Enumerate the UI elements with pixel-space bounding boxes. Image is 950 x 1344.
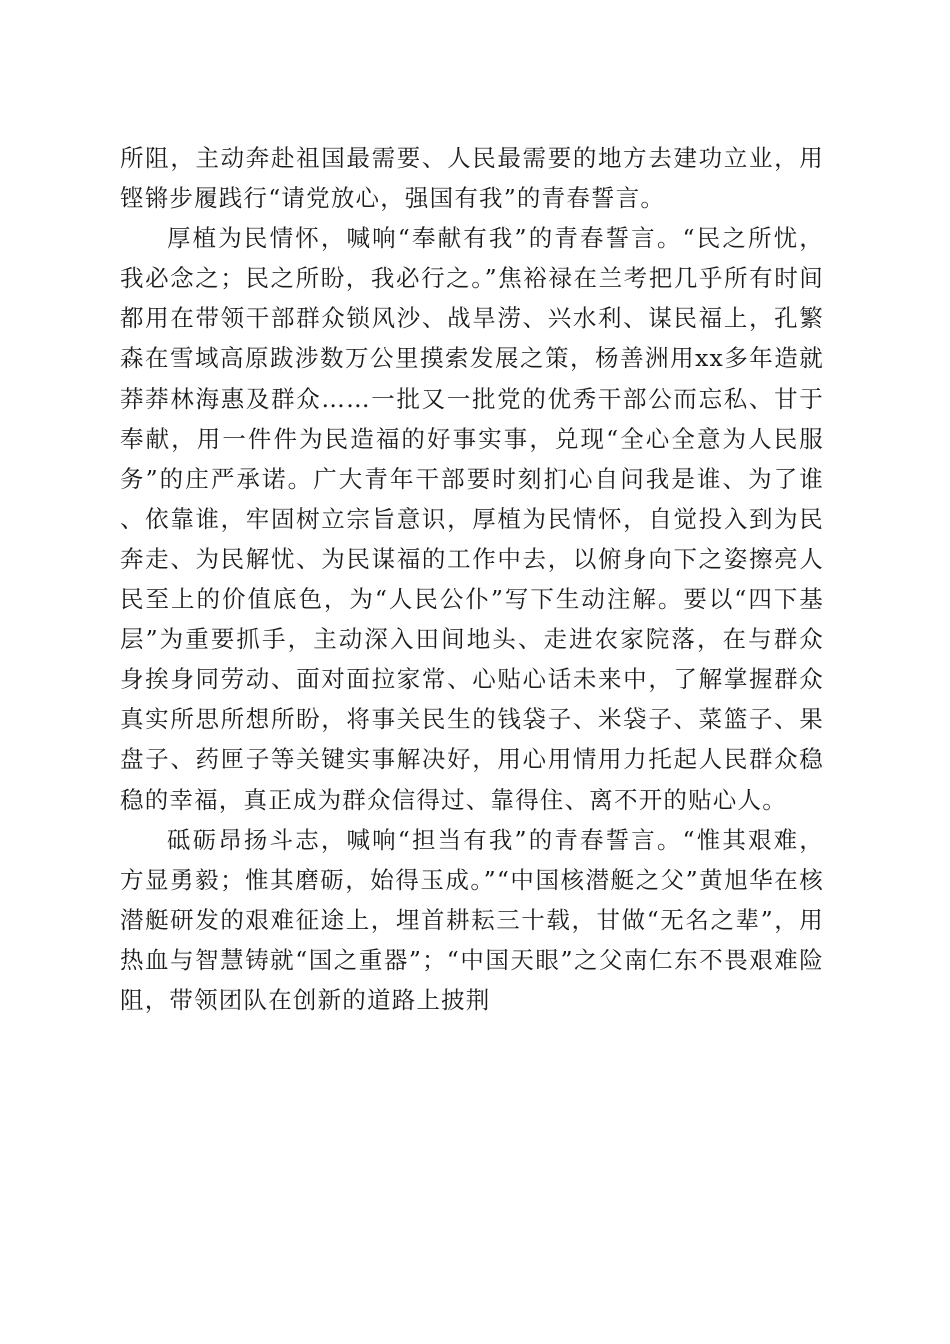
paragraph-dedication: 厚植为民情怀，喊响“奉献有我”的青春誓言。“民之所忧，我必念之；民之所盼，我必行之。”焦裕禄在兰考把几乎所有时间都用在带领干部群众锁风沙、战旱涝、兴水利、谋民福上，孔繁森在雪域高原跋涉数万公里摸索发展之策，杨善洲用xx多年造就莽莽林海惠及群众……一批又一批党的优秀干部公而忘私、甘于奉献，用一件件为民造福的好事实事，兑现“全心全意为人民服务”的庄严承诺。广大青年干部要时刻扪心自问我是谁、为了谁、依靠谁，牢固树立宗旨意识，厚植为民情怀，自觉投入到为民奔走、为民解忧、为民谋福的工作中去，以俯身向下之姿擦亮人民至上的价值底色，为“人民公仆”写下生动注解。要以“四下基层”为重要抓手，主动深入田间地头、走进农家院落，在与群众身挨身同劳动、面对面拉家常、心贴心话未来中，了解掌握群众真实所思所想所盼，将事关民生的钱袋子、米袋子、菜篮子、果盘子、药匣子等关键实事解决好，用心用情用力托起人民群众稳稳的幸福，真正成为群众信得过、靠得住、离不开的贴心人。 <box>120 224 824 814</box>
document-page <box>120 138 824 1020</box>
paragraph-responsibility: 砥砺昂扬斗志，喊响“担当有我”的青春誓言。“惟其艰难，方显勇毅；惟其磨砺，始得玉成。”“中国核潜艇之父”黄旭华在核潜艇研发的艰难征途上，埋首耕耘三十载，甘做“无名之辈”，用热血与智慧铸就“国之重器”；“中国天眼”之父南仁东不畏艰难险阻，带领团队在创新的道路上披荆 <box>120 825 824 1014</box>
paragraph-continuation: 所阻，主动奔赴祖国最需要、人民最需要的地方去建功立业，用铿锵步履践行“请党放心，强国有我”的青春誓言。 <box>120 144 824 213</box>
